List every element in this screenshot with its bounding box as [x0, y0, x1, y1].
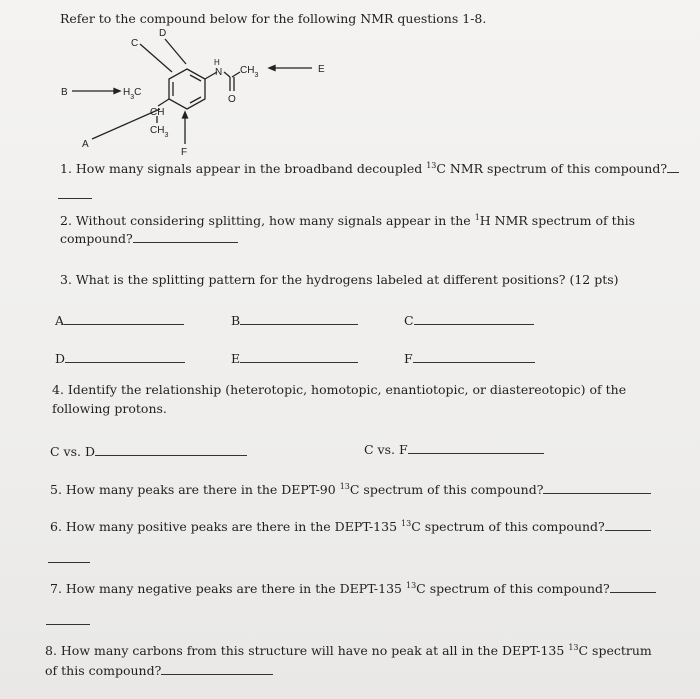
- question-2: 2. Without considering splitting, how many signals appear in the $^1$H NMR spectrum of this: [60, 212, 636, 228]
- label-f: F: [181, 147, 188, 158]
- answer-7-blank[interactable]: [610, 580, 656, 593]
- question-3: 3. What is the splitting pattern for the hydrogens labeled at different positions? (12 pts): [60, 272, 619, 287]
- question-8: 8. How many carbons from this structure will have no peak at all in the DEPT-135 $^{13}$C spectrum: [45, 642, 652, 658]
- answer-3f-blank[interactable]: [413, 350, 535, 363]
- answer-7-blank-line[interactable]: [46, 612, 90, 625]
- group-h3c: $H_3C$: [123, 87, 142, 101]
- question-2-line2: compound?: [60, 230, 238, 247]
- q3-c: C: [404, 312, 534, 329]
- answer-3a-blank[interactable]: [64, 312, 184, 325]
- label-d: D: [159, 28, 167, 39]
- question-8-line2: of this compound?: [45, 662, 273, 679]
- question-4-line2: following protons.: [52, 401, 167, 416]
- answer-4a-blank[interactable]: [95, 443, 247, 456]
- label-b: B: [61, 87, 68, 98]
- answer-1-blank[interactable]: [667, 160, 679, 173]
- question-7: 7. How many negative peaks are there in the DEPT-135 $^{13}$C spectrum of this compound?: [50, 580, 656, 597]
- q3-d: D: [55, 350, 185, 367]
- intro-text: Refer to the compound below for the following NMR questions 1-8.: [60, 11, 487, 26]
- label-a: A: [82, 139, 89, 150]
- answer-2-blank[interactable]: [133, 230, 238, 243]
- benzene-ring: [169, 69, 205, 109]
- q3-a: A: [55, 312, 184, 329]
- q4-pair-2: C vs. F: [364, 441, 544, 458]
- label-c: C: [131, 38, 139, 49]
- q3-b: B: [231, 312, 358, 329]
- group-nh: H: [214, 58, 220, 67]
- q3-e: E: [231, 350, 358, 367]
- answer-3c-blank[interactable]: [414, 312, 534, 325]
- question-5: 5. How many peaks are there in the DEPT-90 $^{13}$C spectrum of this compound?: [50, 481, 651, 498]
- group-ch3-bottom: $CH_3$: [150, 125, 169, 139]
- question-4: 4. Identify the relationship (heterotopic, homotopic, enantiotopic, or diastereotopic) of the: [52, 382, 627, 397]
- answer-8-blank[interactable]: [161, 662, 273, 675]
- question-6: 6. How many positive peaks are there in the DEPT-135 $^{13}$C spectrum of this compound?: [50, 518, 651, 535]
- q3-f: F: [404, 350, 535, 367]
- answer-6-blank[interactable]: [605, 518, 651, 531]
- answer-4b-blank[interactable]: [408, 441, 544, 454]
- answer-3e-blank[interactable]: [240, 350, 358, 363]
- group-n: N: [215, 67, 223, 78]
- answer-6-blank-line[interactable]: [48, 550, 90, 563]
- answer-1-blank-line[interactable]: [58, 186, 92, 199]
- answer-3b-blank[interactable]: [240, 312, 358, 325]
- group-ch: CH: [150, 107, 165, 118]
- answer-5-blank[interactable]: [543, 481, 651, 494]
- group-ch3-right: $CH_3$: [240, 65, 259, 79]
- question-1: 1. How many signals appear in the broadband decoupled $^{13}$C NMR spectrum of this compound?: [60, 160, 679, 177]
- group-o: O: [228, 94, 236, 105]
- label-e: E: [318, 64, 325, 75]
- answer-3d-blank[interactable]: [65, 350, 185, 363]
- q4-pair-1: C vs. D: [50, 443, 247, 460]
